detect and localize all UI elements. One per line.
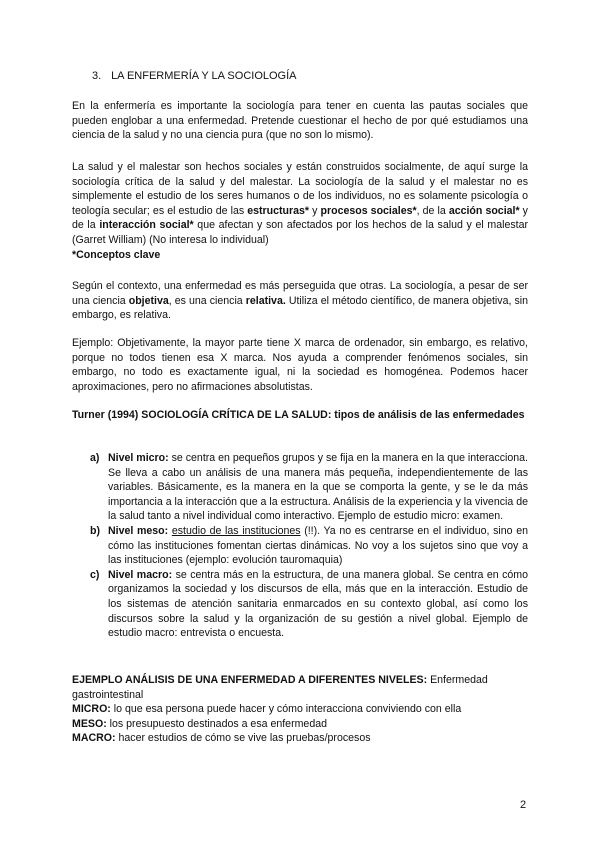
- levels-list: [90, 451, 528, 641]
- macro-label: MACRO:: [72, 732, 116, 745]
- turner-heading: Turner (1994) SOCIOLOGÍA CRÍTICA DE LA SALUD: tipos de análisis de las enfermedades: [72, 409, 525, 421]
- meso-label: MESO:: [72, 717, 107, 730]
- text-run: , es una ciencia: [168, 294, 246, 307]
- example-micro: [72, 702, 528, 717]
- list-term: Nivel micro:: [108, 452, 169, 464]
- section-heading: [92, 70, 297, 82]
- list-text: se centra en pequeños grupos y se fija en la manera en la que interacciona. Se lleva a cabo un análisis de una manera más pequeña, independientemente de las variables. Básicamente, es la manera en la que se comporta la gente, y se le da más importancia a la interacción que a la estructura. Análisis de la experiencia y la vivencia de la salud tanto a nivel individual como interactivo. Ejemplo de estudio micro: examen.: [108, 452, 528, 523]
- example-meso: [72, 717, 528, 732]
- bold-term: procesos sociales*: [320, 204, 417, 217]
- paragraph-salud-malestar: [72, 160, 528, 262]
- example-title-rest: Enfermedad gastrointestinal: [72, 674, 488, 701]
- list-text: (!!). Ya no es centrarse en el individuo, sino en cómo las instituciones fomentan ciertas dinámicas. No voy a los sujetos sino que voy a las instituciones (ejemplo: evolución tauromaquia): [108, 524, 528, 567]
- paragraph-contexto: [72, 279, 528, 323]
- list-marker: b): [90, 524, 100, 537]
- list-marker: a): [90, 452, 100, 464]
- bold-term: objetiva: [128, 294, 169, 307]
- list-item-macro: [90, 568, 528, 641]
- micro-label: MICRO:: [72, 703, 111, 716]
- underlined-text: estudio de las instituciones: [171, 524, 301, 537]
- text-run: , de la: [416, 204, 449, 217]
- example-levels: [72, 673, 528, 746]
- text-run: Según el contexto, una enfermedad es más perseguida que otras. La sociología, a pesar de ser una ciencia: [72, 280, 528, 307]
- bold-term: estructuras*: [247, 204, 310, 217]
- text-run: y: [309, 204, 321, 217]
- text-run: La salud y el malestar son hechos sociales y están construidos socialmente, de aquí surge la sociología crítica de la salud y del malestar. La sociología de la salud y el malestar no es simplemente el estudio de los seres humanos o de los individuos, no es solamente psicología o teología secular; es el estudio de las: [72, 161, 528, 217]
- list-term: Nivel macro:: [108, 568, 173, 581]
- text-run: Utiliza el método científico, de manera objetiva, sin embargo, es relativa.: [72, 294, 528, 322]
- bold-term: relativa.: [245, 294, 286, 307]
- example-macro: [72, 731, 528, 746]
- micro-text: lo que esa persona puede hacer y cómo interacciona conviviendo con ella: [110, 703, 462, 716]
- example-title: EJEMPLO ANÁLISIS DE UNA ENFERMEDAD A DIFERENTES NIVELES:: [72, 674, 428, 686]
- macro-text: hacer estudios de cómo se vive las pruebas/procesos: [115, 732, 371, 745]
- bold-term: acción social*: [448, 204, 520, 217]
- list-item-meso: [90, 524, 528, 568]
- text-run: y de la: [72, 204, 528, 232]
- example-title-line: [72, 673, 528, 702]
- paragraph-intro: En la enfermería es importante la sociología para tener en cuenta las pautas sociales que pueden englobar a una enfermedad. Pretende cuestionar el hecho de por qué estudiamos una ciencia de la salud y no una ciencia pura (que no son lo mismo).: [72, 100, 528, 142]
- list-item-micro: [90, 451, 528, 524]
- bold-term: interacción social*: [99, 219, 194, 232]
- list-marker: c): [90, 568, 100, 581]
- section-number: 3.: [92, 70, 102, 82]
- list-term: Nivel meso:: [108, 524, 169, 537]
- list-text: se centra más en la estructura, de una manera global. Se centra en cómo organizamos la sociedad y los discursos de ella, más que en la interacción. Estudio de los sistemas de atención sanitaria enmarcados en su contexto global, así como los discursos sobre la salud y la organización de su gestión a nivel global. Ejemplo de estudio macro: entrevista o encuesta.: [108, 568, 528, 640]
- section-title: LA ENFERMERÍA Y LA SOCIOLOGÍA: [111, 70, 297, 82]
- text-run: que afectan y son afectados por los hechos de la salud y el malestar (Garret William) (No interesa lo individual): [72, 219, 528, 246]
- page-number: 2: [520, 799, 527, 811]
- paragraph-ejemplo: Ejemplo: Objetivamente, la mayor parte tiene X marca de ordenador, sin embargo, es relativo, porque no todos tienen esa X marca. Nos ayuda a comprender fenómenos sociales, sin embargo, no todo es exactamente igual, ni la sociedad es homogénea. Podemos hacer aproximaciones, pero no afirmaciones absolutistas.: [72, 337, 528, 393]
- meso-text: los presupuesto destinados a esa enfermedad: [106, 717, 327, 730]
- concepts-label: *Conceptos clave: [72, 248, 161, 261]
